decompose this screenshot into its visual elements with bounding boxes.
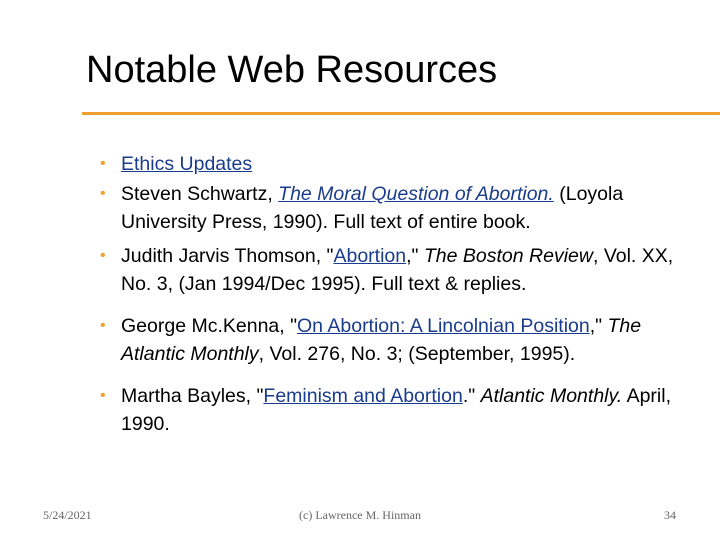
bayles-publication: Atlantic Monthly. (480, 385, 623, 407)
bayles-author: Martha Bayles, " (121, 385, 264, 407)
thomson-quote-close: ," (406, 245, 424, 267)
mckenna-quote-close: ," (589, 315, 608, 337)
bullet-list (100, 150, 700, 438)
moral-question-link[interactable]: The Moral Question of Abortion. (278, 183, 554, 205)
bayles-quote-close: ." (462, 385, 481, 407)
schwartz-author: Steven Schwartz, (121, 183, 279, 205)
list-item-bayles (100, 382, 700, 438)
thomson-author: Judith Jarvis Thomson, " (121, 245, 334, 267)
footer-page-number: 34 (664, 508, 676, 522)
mckenna-citation: , Vol. 276, No. 3; (September, 1995). (258, 343, 576, 365)
bullet-icon: • (100, 317, 106, 334)
thomson-citation: , Vol. XX, No. 3, (Jan 1994/Dec 1995). Full text & replies. (121, 245, 674, 295)
title-underline (82, 112, 720, 115)
mckenna-publication: The Atlantic Monthly (121, 315, 642, 365)
list-item-schwartz (100, 180, 700, 236)
ethics-updates-link[interactable]: Ethics Updates (121, 153, 253, 175)
list-item-ethics-updates (100, 150, 700, 178)
bullet-icon: • (100, 387, 106, 404)
bayles-citation: April, 1990. (121, 385, 672, 435)
footer-copyright: (c) Lawrence M. Hinman (299, 508, 421, 522)
bullet-icon: • (100, 185, 106, 202)
lincolnian-position-link[interactable]: On Abortion: A Lincolnian Position (297, 315, 590, 337)
thomson-publication: The Boston Review (423, 245, 593, 267)
abortion-link[interactable]: Abortion (333, 245, 407, 267)
mckenna-author: George Mc.Kenna, " (121, 315, 298, 337)
feminism-abortion-link[interactable]: Feminism and Abortion (263, 385, 463, 407)
slide-title: Notable Web Resources (86, 49, 498, 91)
bullet-icon: • (100, 155, 106, 172)
list-item-mckenna (100, 312, 700, 368)
bullet-icon: • (100, 247, 106, 264)
footer-date: 5/24/2021 (43, 508, 92, 522)
list-item-thomson (100, 242, 700, 298)
schwartz-citation: (Loyola University Press, 1990). Full text of entire book. (121, 183, 624, 233)
